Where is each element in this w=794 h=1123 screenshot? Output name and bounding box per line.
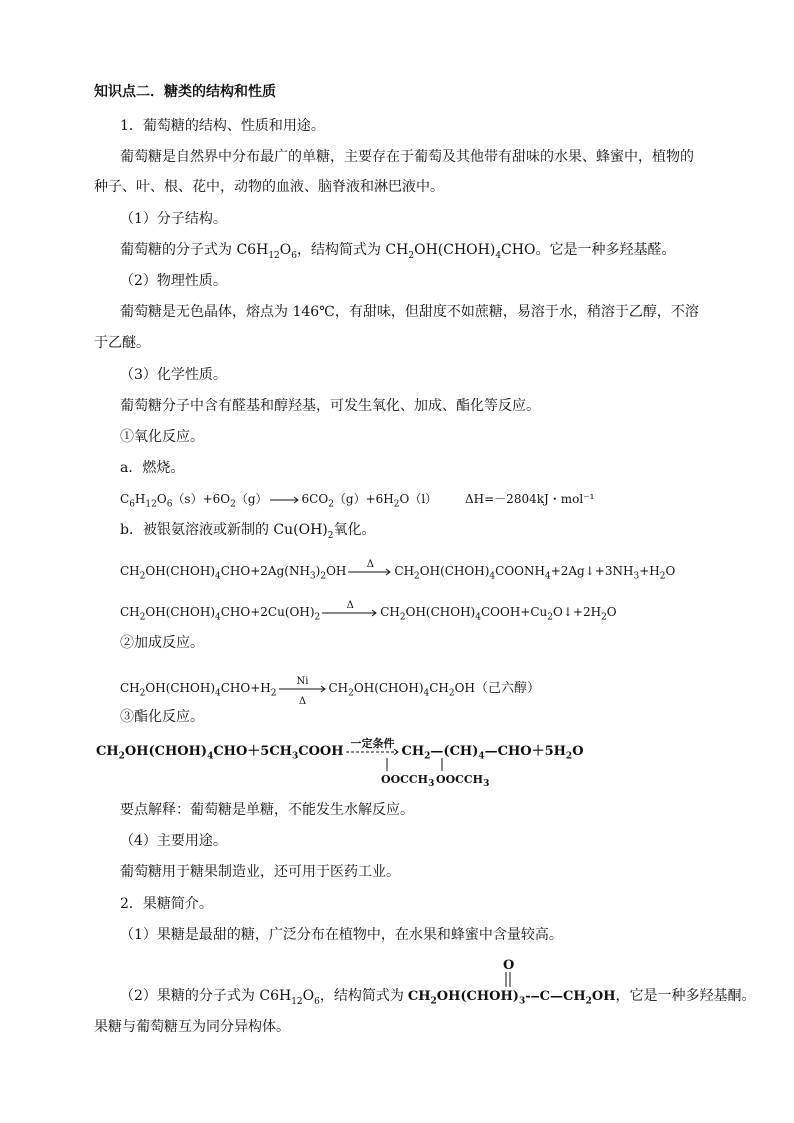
fructose-formula: $CH_2OH(CHOH)_3-‒C—CH_2OH$ xyxy=(407,989,616,1007)
silver-mirror-title: b．被银氨溶液或新制的 $Cu(OH)_2$氧化。 xyxy=(120,522,376,541)
ester-branch-label-2: $OOCCH_3$ xyxy=(436,773,490,790)
glucose-intro-line-2: 种子、叶、根、花中，动物的血液、脑脊液和淋巴液中。 xyxy=(94,179,444,195)
silver-mirror-equation: $CH_2OH(CHOH)_4CHO+2Ag(NH_3)_2OH$ Δ $CH_2OH(CHOH)_4COONH_4+2Ag↓+3NH_3+H_2O$ xyxy=(120,558,676,582)
fructose-text-1: （1）果糖是最甜的糖，广泛分布在植物中，在水果和蜂蜜中含量较高。 xyxy=(120,927,563,943)
combustion-equation: $C_6H_{12}O_6(s)+6O_2(g)$ $6CO_2(g)+6H_2O(l)$ ΔH=－2804kJ・mol⁻¹ xyxy=(120,492,595,510)
fructose-isomer-note: 果糖与葡萄糖互为同分异构体。 xyxy=(94,1019,290,1035)
addition-title: ②加成反应。 xyxy=(120,635,204,651)
chemical-text: 葡萄糖分子中含有醛基和醇羟基，可发生氧化、加成、酯化等反应。 xyxy=(120,398,540,414)
esterification-equation: $CH_2OH(CHOH)_4CHO+5CH_3COOH$ 一定条件 $CH_2—(CH)_4—CHO+5H_2O$ xyxy=(96,736,584,762)
fructose-text-2: （2）果糖的分子式为 $C6H_{12}O_6$，结构简式为 $CH_2OH(CHOH)_3-‒C—CH_2OH$，它是一种多羟基酮。 xyxy=(120,988,756,1007)
structure-title: （1）分子结构。 xyxy=(120,211,227,227)
esterification-title: ③酯化反应。 xyxy=(120,709,204,725)
structure-text: 葡萄糖的分子式为 $C6H_{12}O_6$，结构简式为 $CH_2OH(CHOH)_4CHO$。它是一种多羟基醛。 xyxy=(120,242,676,261)
key-note: 要点解释：葡萄糖是单糖，不能发生水解反应。 xyxy=(120,802,414,818)
chemical-title: （3）化学性质。 xyxy=(120,367,227,383)
combustion-enthalpy: ΔH=－2804kJ・mol⁻¹ xyxy=(465,492,595,506)
ester-branch-label-1: $OOCCH_3$ xyxy=(381,773,435,790)
hydrogenation-equation: $CH_2OH(CHOH)_4CHO+H_2$ Ni Δ $CH_2OH(CHOH)_4CH_2OH$（己六醇） xyxy=(120,675,540,707)
ketone-oxygen xyxy=(498,957,518,989)
glucose-intro-line-1: 葡萄糖是自然界中分布最广的单糖，主要存在于葡萄及其他带有甜味的水果、蜂蜜中，植物的 xyxy=(120,149,694,165)
ester-branch-bonds xyxy=(385,758,465,772)
physical-text-2: 于乙醚。 xyxy=(94,335,150,351)
copper-hydroxide-equation: $CH_2OH(CHOH)_4CHO+2Cu(OH)_2$ Δ $CH_2OH(CHOH)_4COOH+Cu_2O↓+2H_2O$ xyxy=(120,599,617,623)
glucose-section-title: 1．葡萄糖的结构、性质和用途。 xyxy=(120,118,325,134)
physical-text-1: 葡萄糖是无色晶体，熔点为 146℃，有甜味，但甜度不如蔗糖，易溶于水，稍溶于乙醇，不溶 xyxy=(120,304,699,320)
fructose-section-title: 2．果糖简介。 xyxy=(120,896,213,912)
combustion-label: a．燃烧。 xyxy=(120,460,185,476)
oxidation-title: ①氧化反应。 xyxy=(120,429,204,445)
svg-text:O: O xyxy=(503,958,515,973)
physical-title: （2）物理性质。 xyxy=(120,273,227,289)
uses-title: （4）主要用途。 xyxy=(120,833,227,849)
uses-text: 葡萄糖用于糖果制造业，还可用于医药工业。 xyxy=(120,864,400,880)
section-heading: 知识点二．糖类的结构和性质 xyxy=(94,84,276,100)
